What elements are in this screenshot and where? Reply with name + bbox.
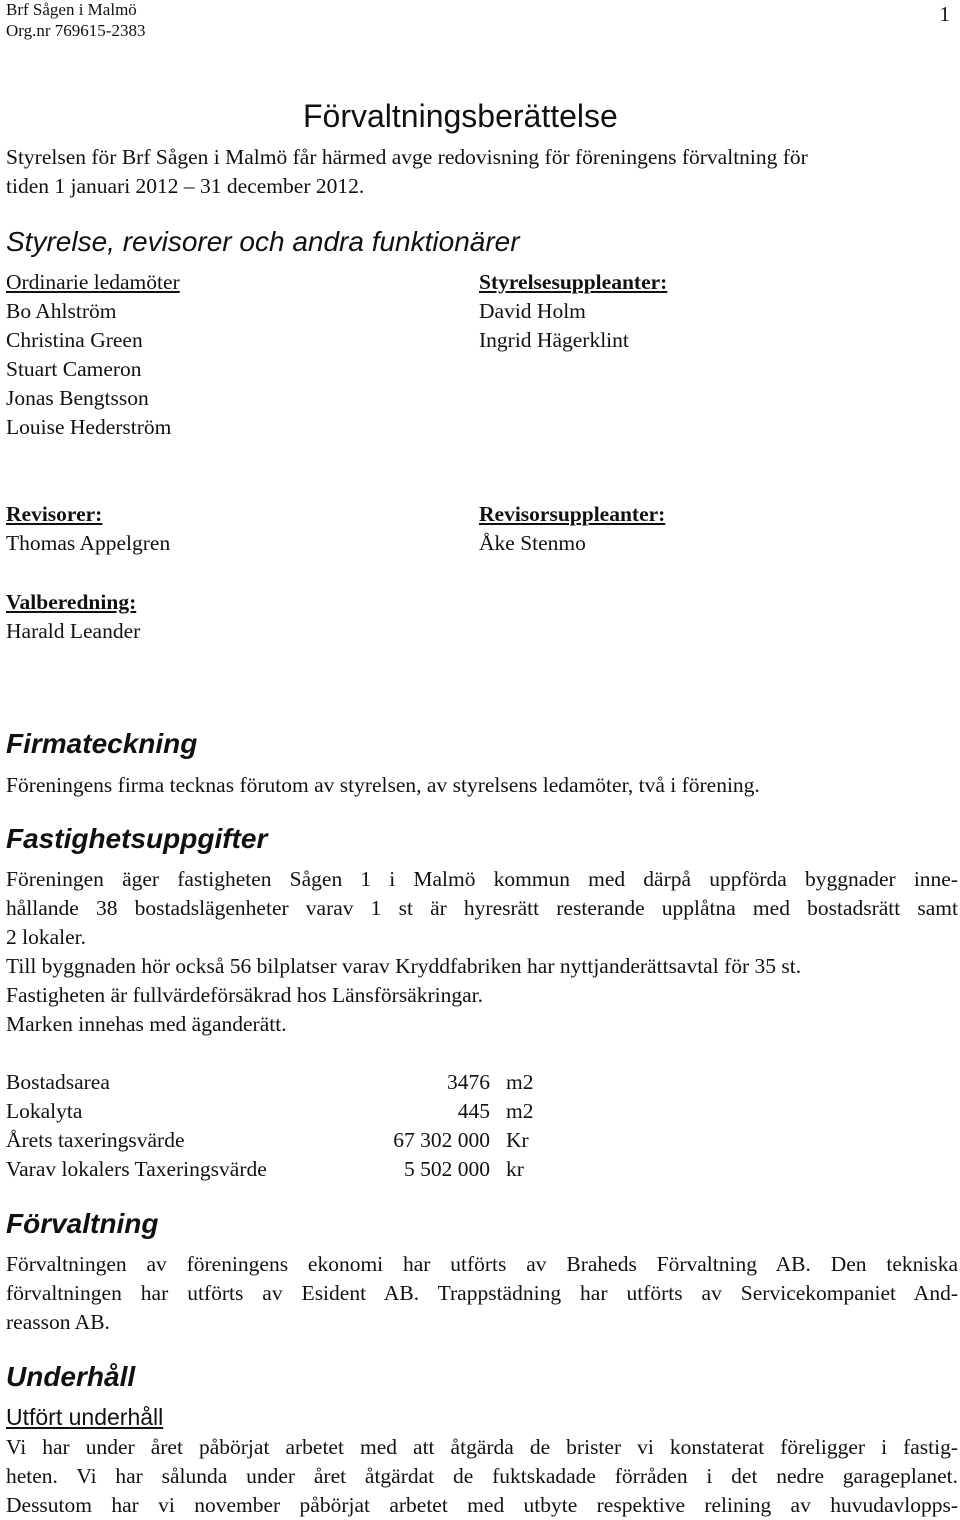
- fastighet-line: Till byggnaden hör också 56 bilplatser varav Kryddfabriken har nyttjanderättsavtal för 35 st.: [6, 954, 802, 978]
- fastighet-line: Marken innehas med äganderätt.: [6, 1012, 287, 1036]
- fastighet-line: hållande 38 bostadslägenheter varav 1 st är hyresrätt resterande upplåtna med bostadsrätt samt: [6, 896, 958, 920]
- auditor-name: Thomas Appelgren: [6, 531, 171, 555]
- underhall-line: Vi har under året påbörjat arbetet med att åtgärda de brister vi konstaterat föreligger i fastig-: [6, 1435, 958, 1459]
- nomination-name: Harald Leander: [6, 619, 141, 643]
- board-section-heading: Styrelse, revisorer och andra funktionärer: [6, 226, 520, 257]
- table-cell-value: 445: [457, 1099, 490, 1123]
- intro-line-1: Styrelsen för Brf Sågen i Malmö får härmed avge redovisning för föreningens förvaltning för: [6, 145, 808, 169]
- table-cell-value: 5 502 000: [404, 1157, 490, 1181]
- deputies-column: [479, 268, 667, 355]
- table-cell-unit: m2: [506, 1099, 534, 1123]
- member-name: Jonas Bengtsson: [6, 386, 149, 410]
- table-cell-unit: Kr: [506, 1128, 529, 1152]
- table-cell-label: Årets taxeringsvärde: [6, 1128, 185, 1152]
- auditors-column: [6, 500, 170, 558]
- underhall-heading: Underhåll: [6, 1361, 136, 1392]
- fastighet-paragraph: [6, 865, 958, 1039]
- member-name: Louise Hederström: [6, 415, 172, 439]
- underhall-line: Dessutom har vi november påbörjat arbetet med utbyte respektive relining av huvudavlopps-: [6, 1493, 958, 1517]
- firmateckning-heading: Firmateckning: [6, 728, 198, 759]
- underhall-subheading: Utfört underhåll: [6, 1404, 164, 1430]
- fastighet-line: Föreningen äger fastigheten Sågen 1 i Malmö kommun med därpå uppförda byggnader inne-: [6, 867, 958, 891]
- auditor-deputies-heading: Revisorsuppleanter:: [479, 502, 666, 526]
- intro-line-2: tiden 1 januari 2012 – 31 december 2012.: [6, 174, 365, 198]
- fastighet-line: Fastigheten är fullvärdeförsäkrad hos Länsförsäkringar.: [6, 983, 484, 1007]
- table-row: [6, 1068, 566, 1097]
- table-cell-label: Lokalyta: [6, 1099, 83, 1123]
- table-cell-unit: m2: [506, 1070, 534, 1094]
- table-row: [6, 1126, 566, 1155]
- member-name: Christina Green: [6, 328, 143, 352]
- underhall-paragraph: [6, 1433, 958, 1520]
- fastighet-heading: Fastighetsuppgifter: [6, 823, 268, 854]
- underhall-line: heten. Vi har sålunda under året åtgärdat de fuktskadade förråden i det nedre garageplanet.: [6, 1464, 958, 1488]
- member-name: Stuart Cameron: [6, 357, 142, 381]
- firmateckning-text: Föreningens firma tecknas förutom av styrelsen, av styrelsens ledamöter, två i förening.: [6, 773, 760, 797]
- header-org-name: Brf Sågen i Malmö: [6, 0, 137, 19]
- header-org-nr: Org.nr 769615-2383: [6, 21, 146, 40]
- fastighet-line: 2 lokaler.: [6, 925, 87, 949]
- members-column: [6, 268, 180, 442]
- page-title: Förvaltningsberättelse: [303, 98, 618, 134]
- auditor-deputy-name: Åke Stenmo: [479, 531, 586, 555]
- forvaltning-line: Förvaltningen av föreningens ekonomi har utförts av Braheds Förvaltning AB. Den tekniska: [6, 1252, 958, 1276]
- member-name: Bo Ahlström: [6, 299, 117, 323]
- table-row: [6, 1097, 566, 1126]
- deputy-name: David Holm: [479, 299, 586, 323]
- nomination-heading: Valberedning:: [6, 590, 137, 614]
- members-heading: Ordinarie ledamöter: [6, 270, 180, 294]
- forvaltning-line: reasson AB.: [6, 1310, 110, 1334]
- table-cell-value: 3476: [447, 1070, 490, 1094]
- nomination-column: [6, 588, 140, 646]
- table-cell-value: 67 302 000: [393, 1128, 490, 1152]
- forvaltning-heading: Förvaltning: [6, 1208, 159, 1239]
- table-cell-label: Varav lokalers Taxeringsvärde: [6, 1157, 267, 1181]
- table-cell-unit: kr: [506, 1157, 524, 1181]
- auditors-heading: Revisorer:: [6, 502, 103, 526]
- page-number: 1: [939, 2, 950, 26]
- deputies-heading: Styrelsesuppleanter:: [479, 270, 668, 294]
- forvaltning-paragraph: [6, 1250, 958, 1337]
- table-cell-label: Bostadsarea: [6, 1070, 110, 1094]
- table-row: [6, 1155, 566, 1184]
- deputy-name: Ingrid Hägerklint: [479, 328, 629, 352]
- forvaltning-line: förvaltningen har utförts av Esident AB. Trappstädning har utförts av Servicekompaniet And-: [6, 1281, 958, 1305]
- auditor-deputies-column: [479, 500, 665, 558]
